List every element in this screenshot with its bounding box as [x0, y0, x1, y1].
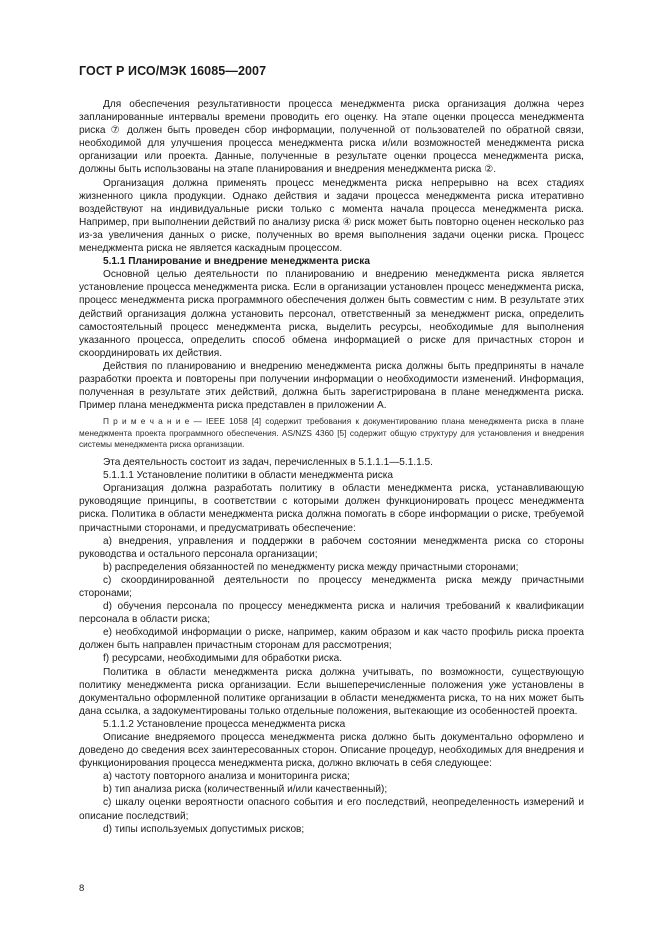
- document-header: ГОСТ Р ИСО/МЭК 16085—2007: [79, 64, 267, 78]
- section-heading: 5.1.1 Планирование и внедрение менеджмента риска: [103, 256, 370, 268]
- list-item: a) частоту повторного анализа и мониторинга риска;: [103, 771, 350, 783]
- list-item: d) обучения персонала по процессу менеджмента риска и наличия требований к квалификации персонала в области риска;: [79, 601, 584, 626]
- list-item: c) шкалу оценки вероятности опасного события и его последствий, неопределенность измерений и описание последствий;: [79, 797, 584, 822]
- list-item: b) распределения обязанностей по менеджменту риска между причастными сторонами;: [103, 561, 519, 573]
- list-item: a) внедрения, управления и поддержки в рабочем состоянии менеджмента риска со стороны руководства и остального персонала организации;: [79, 535, 584, 560]
- document-body: [79, 98, 584, 836]
- subsection-heading: 5.1.1.1 Установление политики в области менеджмента риска: [103, 470, 394, 482]
- page-number: 8: [79, 883, 85, 894]
- paragraph: Организация должна разработать политику в области менеджмента риска, устанавливающую руководящие принципы, в соответствии с которыми должен функционировать процесс менеджмента риска. Политика в области менеджмента риска должна помогать в сборе информации о риске, требуемой причастными сторонами, и предусматривать обеспечение:: [79, 483, 584, 534]
- list-item: f) ресурсами, необходимыми для обработки риска.: [103, 653, 342, 665]
- list-item: d) типы используемых допустимых рисков;: [103, 823, 305, 835]
- paragraph: Для обеспечения результативности процесса менеджмента риска организация должна через запланированные интервалы времени проводить его оценку. На этапе оценки процесса менеджмента риска ⑦ должен быть проведен сбор информации, полученной от пользователей по обратной связи, необходимой для улучшения процесса менеджмента риска и/или возможностей менеджмента риска организации или проекта. Данные, полученные в результате оценки процесса менеджмента риска, должны быть использованы на этапе планирования и внедрения менеджмента риска ②.: [79, 99, 584, 176]
- paragraph: Описание внедряемого процесса менеджмента риска должно быть документально оформлено и доведено до сведения всех заинтересованных сторон. Описание процедур, необходимых для внедрения и функционирования процесса менеджмента риска, должно включать в себя следующее:: [79, 732, 584, 770]
- list-item: c) скоординированной деятельности по процессу менеджмента риска между причастными сторонами;: [79, 574, 584, 599]
- subsection-heading: 5.1.1.2 Установление процесса менеджмента риска: [103, 718, 346, 730]
- note: П р и м е ч а н и е — IEEE 1058 [4] содержит требования к документированию плана менеджмента риска в плане менеджмента проекта программного обеспечения. AS/NZS 4360 [5] содержит общую структуру для установления и внедрения системы менеджмента риска организации.: [79, 416, 584, 450]
- paragraph: Политика в области менеджмента риска должна учитывать, по возможности, существующую политику менеджмента риска организации. Если вышеперечисленные положения уже установлены в документально оформленной политике организации в области менеджмента риска, то на них может быть дана ссылка, а задокументированы только отдельные положения, вытекающие из особенностей проекта.: [79, 666, 584, 717]
- paragraph: Эта деятельность состоит из задач, перечисленных в 5.1.1.1—5.1.1.5.: [103, 457, 433, 469]
- paragraph: Основной целью деятельности по планированию и внедрению менеджмента риска является установление процесса менеджмента риска. Если в организации установлен процесс менеджмента риска, процесс менеджмента риска программного обеспечения должен быть совместим с ним. В результате этих действий организация должна установить персонал, ответственный за менеджмент риска, определить самостоятельный процесс менеджмента риска, выделить ресурсы, необходимые для выполнения указанного процесса, определить способ обмена информацией о риске для причастных сторон и скоординировать их действия.: [79, 269, 584, 359]
- list-item: e) необходимой информации о риске, например, каким образом и как часто профиль риска проекта должен быть направлен причастным сторонам для рассмотрения;: [79, 627, 584, 652]
- paragraph: Действия по планированию и внедрению менеджмента риска должны быть предприняты в начале разработки проекта и повторены при получении информации о необходимости изменений. Информация, полученная в результате этих действий, должна быть зарегистрирована в плане менеджмента риска. Пример плана менеджмента риска представлен в приложении А.: [79, 360, 584, 412]
- paragraph: Организация должна применять процесс менеджмента риска непрерывно на всех стадиях жизненного цикла продукции. Однако действия и задачи процесса менеджмента риска итеративно воздействуют на индивидуальные риски только с момента начала процесса менеджмента риска. Например, при выполнении действий по анализу риска ④ риск может быть повторно оценен несколько раз из-за увеличения данных о риске, полученных во время выполнения задачи оценки риска. Процесс менеджмента риска не является каскадным процессом.: [79, 177, 584, 255]
- list-item: b) тип анализа риска (количественный и/или качественный);: [103, 784, 388, 796]
